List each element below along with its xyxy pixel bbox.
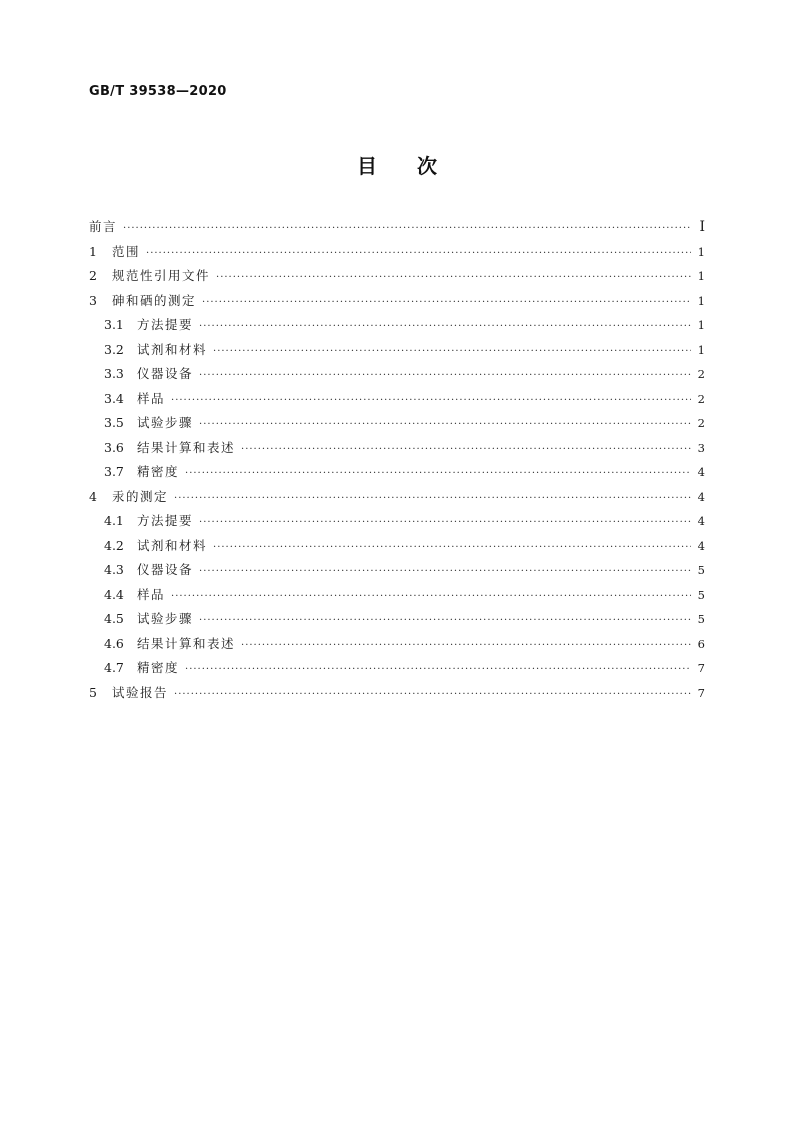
toc-entry-title: 试剂和材料 bbox=[137, 341, 208, 357]
toc-entry-number: 4.5 bbox=[104, 611, 124, 626]
toc-entry[interactable] bbox=[89, 656, 705, 681]
toc-entry-page: 6 bbox=[697, 636, 705, 651]
toc-dot-leader bbox=[199, 315, 691, 340]
toc-entry-page: 1 bbox=[697, 244, 705, 259]
toc-dot-leader bbox=[174, 683, 691, 708]
toc-dot-leader bbox=[202, 291, 691, 316]
toc-entry-page: 4 bbox=[697, 489, 705, 504]
toc-dot-leader bbox=[146, 242, 691, 267]
toc-entry[interactable] bbox=[89, 436, 705, 461]
toc-entry-title: 试剂和材料 bbox=[137, 537, 208, 553]
toc-entry-title: 试验步骤 bbox=[137, 415, 194, 430]
toc-entry[interactable] bbox=[89, 289, 705, 314]
toc-dot-leader bbox=[213, 536, 691, 561]
toc-entry[interactable] bbox=[89, 558, 705, 583]
toc-entry-page: 2 bbox=[697, 391, 705, 406]
toc-entry[interactable] bbox=[89, 362, 705, 387]
standard-code: GB/T 39538—2020 bbox=[89, 84, 227, 99]
toc-entry[interactable] bbox=[89, 681, 705, 706]
toc-entry-page: 5 bbox=[697, 563, 705, 577]
toc-dot-leader bbox=[216, 266, 691, 291]
toc-entry-title: 试验步骤 bbox=[137, 611, 194, 626]
toc-entry-number: 4.2 bbox=[104, 537, 124, 553]
toc-entry-title: 样品 bbox=[137, 390, 166, 406]
toc-entry-title: 范围 bbox=[112, 243, 141, 259]
toc-entry-number: 3.1 bbox=[104, 317, 124, 332]
toc-entry-page: 4 bbox=[697, 465, 705, 479]
toc-entry-title: 仪器设备 bbox=[137, 366, 194, 381]
toc-dot-leader bbox=[171, 585, 691, 610]
toc-entry[interactable] bbox=[89, 460, 705, 485]
toc-entry-number: 3.3 bbox=[104, 366, 124, 381]
toc-dot-leader bbox=[241, 438, 691, 463]
toc-entry-page: 1 bbox=[697, 318, 705, 332]
toc-entry[interactable] bbox=[89, 509, 705, 534]
toc-entry-number: 4.7 bbox=[104, 660, 124, 675]
toc-dot-leader bbox=[174, 487, 691, 512]
toc-entry-page: 1 bbox=[697, 269, 705, 283]
toc-entry-page: 1 bbox=[697, 293, 705, 308]
toc-entry-page: 4 bbox=[697, 538, 705, 553]
toc-entry-number: 4.4 bbox=[104, 586, 124, 602]
toc-dot-leader bbox=[199, 609, 691, 634]
toc-entry[interactable] bbox=[89, 632, 705, 657]
toc-dot-leader bbox=[241, 634, 691, 659]
table-of-contents bbox=[89, 215, 705, 705]
toc-entry[interactable] bbox=[89, 583, 705, 608]
toc-entry-page: 7 bbox=[697, 661, 705, 675]
toc-entry-title: 汞的测定 bbox=[112, 488, 169, 504]
toc-entry-page: 4 bbox=[697, 514, 705, 528]
toc-entry-number: 3.2 bbox=[104, 341, 124, 357]
toc-entry[interactable] bbox=[89, 607, 705, 632]
toc-entry-page: I bbox=[699, 219, 705, 235]
toc-dot-leader bbox=[185, 658, 691, 683]
toc-entry-title: 结果计算和表述 bbox=[137, 635, 236, 651]
toc-entry-page: 2 bbox=[697, 367, 705, 381]
toc-entry-number: 4 bbox=[89, 488, 97, 504]
toc-entry-number: 5 bbox=[89, 684, 97, 700]
toc-entry-page: 3 bbox=[697, 440, 705, 455]
toc-dot-leader bbox=[199, 364, 691, 389]
toc-entry[interactable] bbox=[89, 215, 705, 240]
toc-entry-number: 4.3 bbox=[104, 562, 124, 577]
toc-entry[interactable] bbox=[89, 387, 705, 412]
toc-entry-title: 样品 bbox=[137, 586, 166, 602]
toc-entry-page: 5 bbox=[697, 587, 705, 602]
toc-entry-number: 4.6 bbox=[104, 635, 124, 651]
page-title: 目次 bbox=[357, 154, 477, 178]
toc-entry[interactable] bbox=[89, 240, 705, 265]
toc-entry-title: 前言 bbox=[89, 219, 118, 234]
toc-entry-title: 试验报告 bbox=[112, 684, 169, 700]
toc-dot-leader bbox=[213, 340, 691, 365]
toc-entry-page: 7 bbox=[697, 685, 705, 700]
toc-entry-page: 2 bbox=[697, 416, 705, 430]
toc-entry[interactable] bbox=[89, 264, 705, 289]
toc-entry[interactable] bbox=[89, 338, 705, 363]
toc-entry-number: 3.4 bbox=[104, 390, 124, 406]
toc-dot-leader bbox=[171, 389, 691, 414]
toc-entry-title: 方法提要 bbox=[137, 513, 194, 528]
toc-entry-title: 精密度 bbox=[137, 660, 180, 675]
toc-entry-number: 3.7 bbox=[104, 464, 124, 479]
toc-entry-number: 3.5 bbox=[104, 415, 124, 430]
toc-dot-leader bbox=[199, 560, 691, 585]
toc-entry-title: 精密度 bbox=[137, 464, 180, 479]
toc-entry[interactable] bbox=[89, 485, 705, 510]
toc-entry-number: 2 bbox=[89, 268, 97, 283]
toc-entry[interactable] bbox=[89, 411, 705, 436]
toc-dot-leader bbox=[185, 462, 691, 487]
toc-dot-leader bbox=[199, 511, 691, 536]
toc-entry-number: 4.1 bbox=[104, 513, 124, 528]
toc-dot-leader bbox=[199, 413, 691, 438]
toc-entry-number: 3 bbox=[89, 292, 97, 308]
toc-entry[interactable] bbox=[89, 313, 705, 338]
toc-entry-title: 结果计算和表述 bbox=[137, 439, 236, 455]
toc-entry-title: 仪器设备 bbox=[137, 562, 194, 577]
toc-entry-page: 1 bbox=[697, 342, 705, 357]
toc-entry-title: 规范性引用文件 bbox=[112, 268, 211, 283]
toc-entry-title: 砷和硒的测定 bbox=[112, 292, 197, 308]
toc-entry-number: 1 bbox=[89, 243, 97, 259]
toc-entry[interactable] bbox=[89, 534, 705, 559]
toc-entry-page: 5 bbox=[697, 612, 705, 626]
toc-entry-number: 3.6 bbox=[104, 439, 124, 455]
toc-dot-leader bbox=[123, 217, 691, 242]
toc-entry-title: 方法提要 bbox=[137, 317, 194, 332]
